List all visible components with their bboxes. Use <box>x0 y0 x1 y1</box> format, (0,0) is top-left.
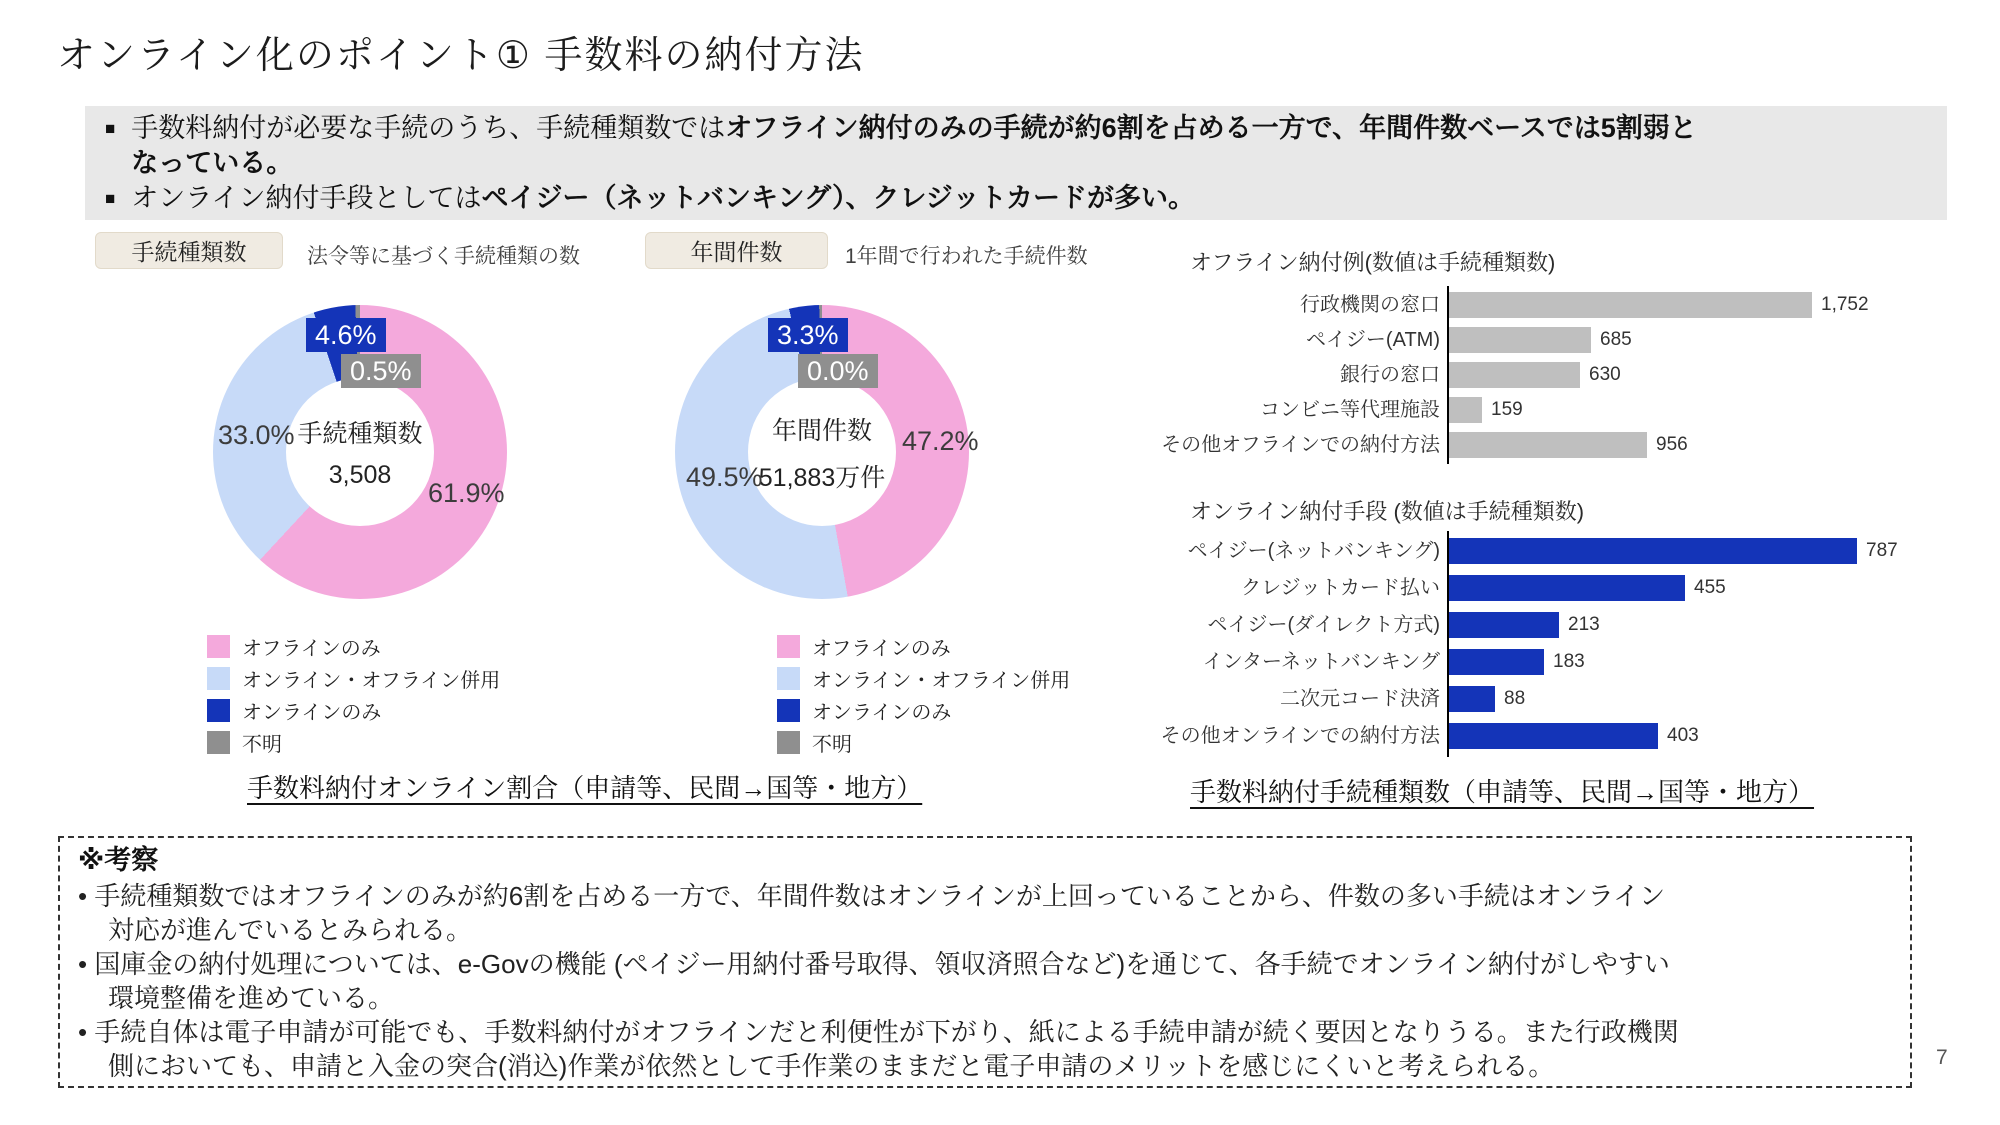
bullet-square-icon: ■ <box>105 189 116 208</box>
summary-bullet <box>97 111 1929 181</box>
bar-category-label: ペイジー(ネットバンキング) <box>1187 540 1440 562</box>
term-badge-annual-count <box>645 232 828 269</box>
legend-swatch-icon <box>777 667 800 690</box>
consideration-bullet: • 国庫金の納付処理については、e-Govの機能 (ペイジー用納付番号取得、領収済照合など)を通じて、各手続でオンライン納付がしやすい 環境整備を進めている。 <box>78 949 1670 1013</box>
slice-percent-label: 49.5% <box>686 462 763 492</box>
bar <box>1449 538 1857 564</box>
bar-value-label: 455 <box>1694 577 1726 598</box>
legend-swatch-icon <box>777 699 800 722</box>
slice-percent-label: 47.2% <box>902 426 979 456</box>
bar-category-label: 銀行の窓口 <box>1340 364 1440 386</box>
slice-percent-chip: 4.6% <box>306 318 386 352</box>
bar-category-label: インターネットバンキング <box>1202 651 1440 673</box>
legend-label: オンラインのみ <box>242 701 382 724</box>
bar <box>1449 432 1647 458</box>
legend-swatch-icon <box>207 635 230 658</box>
legend-swatch-icon <box>207 667 230 690</box>
bar <box>1449 327 1591 353</box>
donut-center-label: 年間件数 <box>771 416 872 445</box>
bar-chart-offline-payment-examples <box>1000 240 1920 475</box>
bar <box>1449 575 1685 601</box>
slice-percent-label: 61.9% <box>428 478 505 508</box>
donut-center <box>748 378 896 526</box>
bar-value-label: 685 <box>1600 329 1632 350</box>
considerations-box <box>58 836 1912 1088</box>
slice-percent-chip: 0.0% <box>798 354 878 388</box>
donut-center-value: 51,883万件 <box>758 463 886 492</box>
legend-label: オンラインのみ <box>812 701 952 724</box>
bar <box>1449 649 1544 675</box>
donut-center-label: 手続種類数 <box>297 420 423 448</box>
bar-category-label: 二次元コード決済 <box>1280 688 1440 710</box>
considerations-heading: ※考察 <box>78 845 159 875</box>
bar-value-label: 159 <box>1491 399 1523 420</box>
legend-label: オンライン・オフライン併用 <box>812 669 1071 692</box>
legend-item <box>207 694 500 726</box>
term-badge-label: 年間件数 <box>690 239 783 265</box>
term-badge-label: 手続種類数 <box>131 239 247 265</box>
bar-value-label: 183 <box>1553 651 1585 672</box>
bar-category-label: コンビニ等代理施設 <box>1260 399 1440 421</box>
term-description-annual-count: 1年間で行われた手続件数 <box>845 245 1088 268</box>
bar-value-label: 1,752 <box>1821 294 1869 315</box>
bar <box>1449 612 1559 638</box>
legend-item <box>207 630 500 662</box>
donut-chart-procedure-types <box>213 305 507 599</box>
bar <box>1449 397 1482 423</box>
legend-label: オフラインのみ <box>242 637 381 660</box>
legend-label: オフラインのみ <box>812 637 951 660</box>
considerations-list <box>78 879 1892 1083</box>
bar-category-label: ペイジー(ダイレクト方式) <box>1207 614 1440 636</box>
bar-category-label: 行政機関の窓口 <box>1300 294 1440 316</box>
legend-swatch-icon <box>777 731 800 754</box>
page-number: 7 <box>1936 1046 1948 1069</box>
term-badge-procedure-types <box>95 232 283 269</box>
bar-value-label: 88 <box>1504 688 1526 709</box>
legend-item <box>207 726 500 758</box>
bar <box>1449 292 1812 318</box>
donut-legend-procedure-types <box>207 630 500 758</box>
bar-value-label: 787 <box>1866 540 1898 561</box>
donut-center <box>286 378 434 526</box>
bar-chart-online-payment-methods <box>1000 495 1920 770</box>
bar-category-label: クレジットカード払い <box>1241 577 1440 599</box>
donut-charts-caption: 手数料納付オンライン割合（申請等、民間→国等・地方） <box>247 773 923 803</box>
summary-bullet-text: オンライン納付手段としてはペイジー（ネットバンキング）、クレジットカードが多い。 <box>131 183 1195 213</box>
bar-charts-caption: 手数料納付手続種類数（申請等、民間→国等・地方） <box>1190 777 1815 807</box>
bullet-square-icon: ■ <box>105 119 116 138</box>
legend-label: 不明 <box>242 733 282 756</box>
donut-chart-annual-count <box>675 305 979 599</box>
bar-category-label: ペイジー(ATM) <box>1305 329 1440 351</box>
bar <box>1449 362 1580 388</box>
bar-value-label: 403 <box>1667 725 1699 746</box>
bar-category-label: その他オフラインでの納付方法 <box>1161 434 1440 456</box>
term-description-procedure-types: 法令等に基づく手続種類の数 <box>307 245 580 268</box>
bar-value-label: 213 <box>1568 614 1600 635</box>
summary-bullet <box>97 181 1929 216</box>
legend-swatch-icon <box>207 731 230 754</box>
bar-value-label: 956 <box>1656 434 1688 455</box>
legend-label: 不明 <box>812 733 852 756</box>
summary-box <box>85 106 1947 220</box>
bar-chart-title: オフライン納付例(数値は手続種類数) <box>1190 250 1556 275</box>
legend-swatch-icon <box>777 635 800 658</box>
slice-percent-chip: 3.3% <box>768 318 848 352</box>
legend-label: オンライン・オフライン併用 <box>242 669 501 692</box>
summary-bullet-text: 手数料納付が必要な手続のうち、手続種類数ではオフライン納付のみの手続が約6割を占める一方で、年間件数ベースでは5割弱と なっている。 <box>131 113 1697 178</box>
donut-center-value: 3,508 <box>328 461 392 489</box>
bar-value-label: 630 <box>1589 364 1621 385</box>
legend-item <box>207 662 500 694</box>
consideration-bullet: • 手続自体は電子申請が可能でも、手数料納付がオフラインだと利便性が下がり、紙による手続申請が続く要因となりうる。また行政機関 側においても、申請と入金の突合(消込)作業が依然として手作業のままだと電子申請のメリットを感じにくいと考えられる。 <box>78 1017 1679 1081</box>
slice-percent-chip: 0.5% <box>341 354 421 388</box>
slice-percent-label: 33.0% <box>218 420 295 450</box>
legend-swatch-icon <box>207 699 230 722</box>
bar <box>1449 723 1658 749</box>
bar-category-label: その他オンラインでの納付方法 <box>1160 725 1440 747</box>
consideration-bullet: • 手続種類数ではオフラインのみが約6割を占める一方で、年間件数はオンラインが上回っていることから、件数の多い手続はオンライン 対応が進んでいるとみられる。 <box>78 881 1666 945</box>
bar-chart-title: オンライン納付手段 (数値は手続種類数) <box>1190 499 1585 524</box>
bar <box>1449 686 1495 712</box>
page-title: オンライン化のポイント① 手数料の納付方法 <box>57 35 865 77</box>
